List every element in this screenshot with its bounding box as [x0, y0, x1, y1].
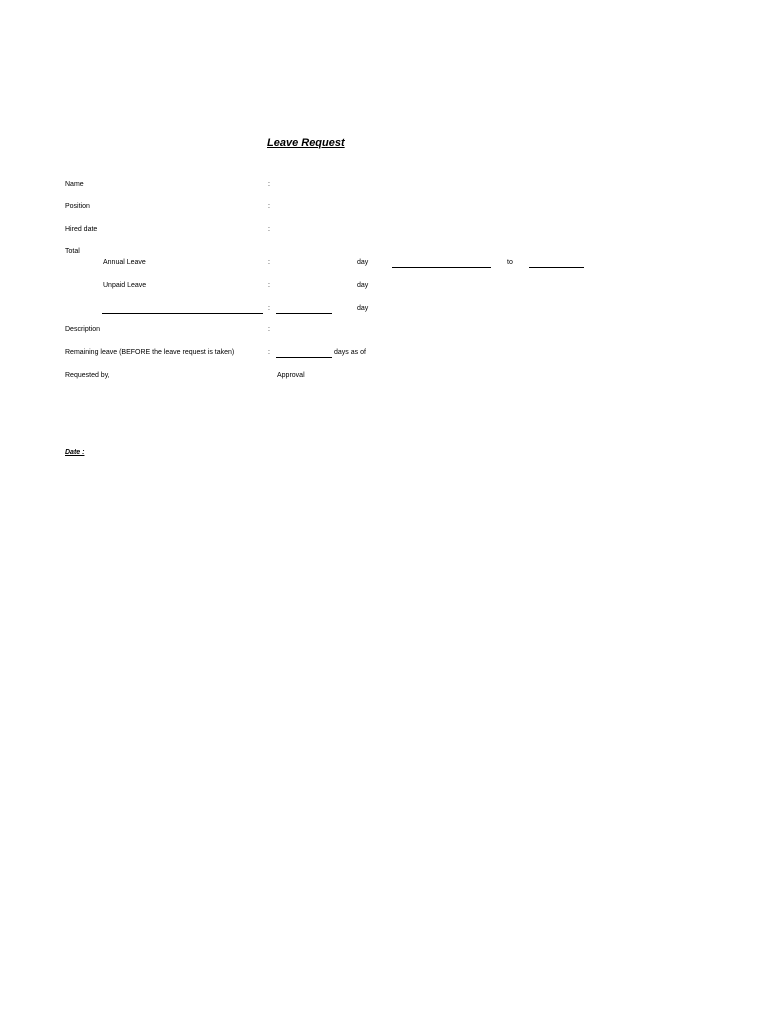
unpaid-leave-label: Unpaid Leave [103, 282, 147, 289]
remaining-leave-days-as-of: days as of [334, 349, 366, 356]
other-leave-day-unit: day [357, 305, 369, 312]
other-leave-days-line[interactable] [276, 313, 332, 314]
total-label: Total [65, 248, 80, 255]
annual-leave-to-label: to [507, 259, 513, 266]
name-colon: : [268, 181, 270, 188]
hired-date-label: Hired date [65, 226, 98, 233]
other-leave-type-line[interactable] [102, 313, 263, 314]
name-label: Name [65, 181, 84, 188]
unpaid-leave-colon: : [268, 282, 270, 289]
page-title: Leave Request [267, 137, 345, 149]
remaining-leave-days-line[interactable] [276, 357, 332, 358]
position-colon: : [268, 203, 270, 210]
remaining-leave-label: Remaining leave (BEFORE the leave request is taken) [65, 349, 235, 356]
unpaid-leave-day-unit: day [357, 282, 369, 289]
annual-leave-day-unit: day [357, 259, 369, 266]
hired-date-colon: : [268, 226, 270, 233]
other-leave-colon: : [268, 305, 270, 312]
annual-leave-from-date-line[interactable] [392, 267, 491, 268]
annual-leave-to-date-line[interactable] [529, 267, 584, 268]
annual-leave-colon: : [268, 259, 270, 266]
description-label: Description [65, 326, 101, 333]
remaining-leave-colon: : [268, 349, 270, 356]
date-label: Date : [65, 449, 85, 456]
requested-by-label: Requested by, [65, 372, 110, 379]
annual-leave-label: Annual Leave [103, 259, 146, 266]
position-label: Position [65, 203, 90, 210]
description-colon: : [268, 326, 270, 333]
approval-label: Approval [277, 372, 305, 379]
